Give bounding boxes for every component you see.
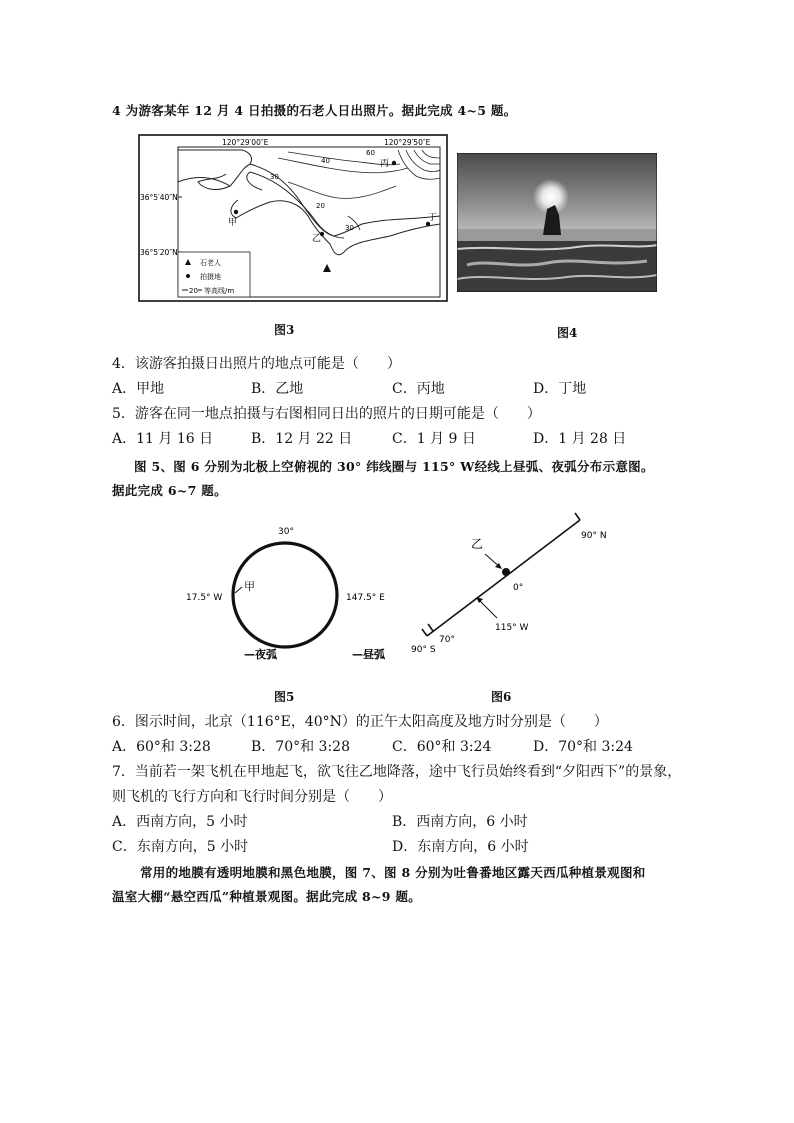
contour-label: 60 [366, 149, 375, 157]
q4-option-a[interactable]: A．甲地 [112, 381, 165, 397]
equator-point [502, 568, 510, 576]
q5-option-d[interactable]: D．1 月 28 日 [533, 431, 627, 447]
question-7-stem-2: 则飞机的飞行方向和飞行时间分别是（ ） [112, 789, 392, 805]
place-jia: 甲 [228, 218, 238, 228]
figure-4-caption: 图4 [557, 326, 578, 340]
q6-option-b[interactable]: B．70°和 3:28 [251, 739, 350, 755]
place-yi: 乙 [312, 234, 322, 244]
question-6-stem: 6．图示时间，北京（116°E，40°N）的正午太阳高度及地方时分别是（ ） [112, 714, 608, 730]
contour-label: 20 [316, 202, 325, 210]
latitude-top: 36°5′40″N [140, 193, 178, 202]
longitude-right: 120°29′50″E [384, 138, 431, 147]
legend-site-icon [186, 274, 190, 278]
fig6-south: 90° S [411, 645, 436, 655]
legend-site: 拍摄地 [200, 273, 221, 281]
contour-label: 30 [345, 224, 354, 232]
latitude-bottom: 36°5′20″N [140, 248, 178, 257]
legend-rock: 石老人 [200, 259, 221, 267]
latitude-circle [233, 543, 337, 647]
fig6-point-yi: 乙 [471, 537, 484, 551]
q6-option-d[interactable]: D．70°和 3:24 [533, 739, 633, 755]
figure-5-diagram [180, 520, 410, 670]
meridian-line [427, 520, 580, 636]
q4-option-b[interactable]: B．乙地 [251, 381, 304, 397]
q5-option-c[interactable]: C．1 月 9 日 [392, 431, 476, 447]
fig5-point-jia: 甲 [244, 580, 255, 593]
longitude-left: 120°29′00″E [222, 138, 269, 147]
q7-option-c[interactable]: C．东南方向，5 小时 [112, 839, 249, 855]
q4-option-d[interactable]: D．丁地 [533, 381, 587, 397]
fig6-lat70: 70° [439, 635, 455, 645]
intro-3-line-2: 温室大棚“悬空西瓜”种植景观图。据此完成 8~9 题。 [112, 889, 422, 904]
q7-option-b[interactable]: B．西南方向，6 小时 [392, 814, 528, 830]
question-5-stem: 5．游客在同一地点拍摄与右图相同日出的照片的日期可能是（ ） [112, 406, 541, 422]
fig5-top-label: 30° [278, 527, 294, 537]
figure-3-caption: 图3 [274, 323, 295, 337]
fig6-north: 90° N [581, 531, 607, 541]
intro-2-line-2: 据此完成 6~7 题。 [112, 483, 227, 498]
intro-line-1: 4 为游客某年 12 月 4 日拍摄的石老人日出照片。据此完成 4~5 题。 [112, 103, 517, 118]
jia-arrow-icon [235, 587, 242, 593]
figure-6-caption: 图6 [491, 690, 512, 704]
intro-2-line-1: 图 5、图 6 分别为北极上空俯视的 30° 纬线圈与 115° W经线上昼弧、夜弧分布示意图。 [134, 459, 654, 474]
legend-contour: 等高线/m [204, 287, 235, 295]
legend-contour-sample: 20 [189, 287, 198, 295]
q4-option-c[interactable]: C．丙地 [392, 381, 445, 397]
fig5-left-label: 17.5° W [186, 593, 223, 603]
intro-3-line-1: 常用的地膜有透明地膜和黑色地膜，图 7、图 8 分别为吐鲁番地区露天西瓜种植景观图和 [140, 865, 646, 880]
q5-option-a[interactable]: A．11 月 16 日 [112, 431, 214, 447]
q5-option-b[interactable]: B．12 月 22 日 [251, 431, 353, 447]
q6-option-a[interactable]: A．60°和 3:28 [112, 739, 211, 755]
q6-option-c[interactable]: C．60°和 3:24 [392, 739, 492, 755]
place-bing: 丙 [380, 159, 390, 169]
contour-label: 40 [321, 157, 330, 165]
question-7-stem-1: 7．当前若一架飞机在甲地起飞，欲飞往乙地降落，途中飞行员始终看到“夕阳西下”的景象， [112, 764, 682, 780]
figure-3-map [138, 134, 448, 302]
question-4-stem: 4．该游客拍摄日出照片的地点可能是（ ） [112, 356, 401, 372]
fig6-meridian: 115° W [495, 623, 529, 633]
q7-option-d[interactable]: D．东南方向，6 小时 [392, 839, 529, 855]
figure-5-caption: 图5 [274, 690, 295, 704]
figure-6-diagram [405, 512, 635, 662]
legend-day: —昼弧 [352, 648, 385, 661]
place-ding: 丁 [428, 213, 438, 223]
site-dot-bing [392, 161, 396, 165]
site-dot-jia [234, 210, 238, 214]
q7-option-a[interactable]: A．西南方向，5 小时 [112, 814, 248, 830]
legend-night: —夜弧 [244, 648, 277, 661]
fig6-equator: 0° [513, 583, 524, 593]
contour-label: 30 [270, 173, 279, 181]
fig5-right-label: 147.5° E [346, 593, 385, 603]
figure-4-photo [457, 153, 657, 292]
